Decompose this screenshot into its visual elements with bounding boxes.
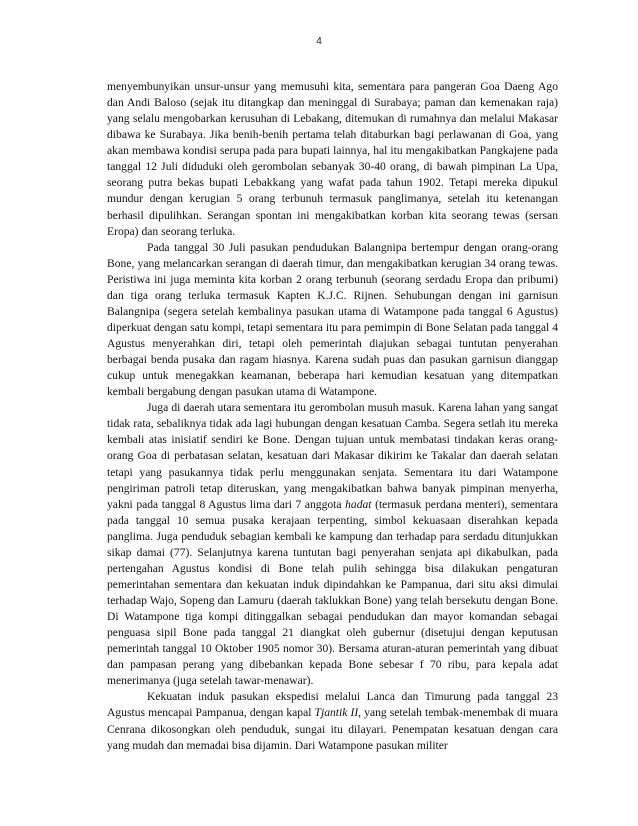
page-number: 4 <box>316 36 322 47</box>
paragraph-2-text: Pada tanggal 30 Juli pasukan pendudukan Balangnipa bertempur dengan orang-orang Bone, yang melancarkan serangan di daerah timur, dan mengakibatkan kerugian 34 orang tewas. Peristiwa ini juga meminta kita korban 2 orang terbunuh (seorang serdadu Eropa dan pribumi) dan tiga orang terluka termasuk Kapten K.J.C. Rijnen. Sehubungan dengan ini garnisun Balangnipa (segera setelah kembalinya pasukan utama di Watampone pada tanggal 6 Agustus) diperkuat dengan satu kompi, tetapi sementara itu para pemimpin di Bone Selatan pada tanggal 4 Agustus menyerahkan diri, tetapi oleh pemerintah diajukan sebagai tuntutan penyerahan berbagai benda pusaka dan ragam hiasnya. Karena sudah puas dan pasukan garnisun dianggap cukup untuk menegakkan keamanan, beberapa hari kemudian kesatuan yang ditempatkan kembali bergabung dengan pasukan utama di Watampone. <box>107 240 558 399</box>
paragraph-3-text-a: Juga di daerah utara sementara itu gerombolan musuh masuk. Karena lahan yang sangat tidak rata, sebaliknya tidak ada lagi hubungan dengan kesatuan Camba. Segera setlah itu mereka kembali atas inisiatif sendiri ke Bone. Dengan tujuan untuk membatasi tindakan keras orang-orang Goa di perbatasan selatan, kesatuan dari Makasar dikirim ke Takalar dan daerah selatan tetapi yang pasukannya tidak perlu menggunakan senjata. Sementara itu dari Watampone pengiriman patroli tetap diteruskan, yang mengakibatkan bahwa banyak pimpinan menyerha, yakni pada tanggal 8 Agustus lima dari 7 anggota <box>107 401 558 511</box>
paragraph-4 <box>107 689 558 753</box>
paragraph-4-text-b: yang setelah tembak-menembak di muara Cenrana dikosongkan oleh penduduk, sungai itu dilayari. Penempatan kesatuan dengan cara yang mudah dan memadai bisa dijamin. Dari Watampone pasukan militer <box>107 706 558 752</box>
paragraph-3-italic-term: hadat <box>345 497 372 511</box>
paragraph-3 <box>107 400 558 689</box>
paragraph-1-text: menyembunyikan unsur-unsur yang memusuhi kita, sementara para pangeran Goa Daeng Ago dan Andi Baloso (sejak itu ditangkap dan meninggal di Surabaya; paman dan kemenakan raja) yang selalu mengobarkan kerusuhan di Lebakang, ditemukan di rumahnya dan melalui Makasar dibawa ke Surabaya. Jika benih-benih pertama telah ditaburkan bagi perlawanan di Goa, yang akan membawa kondisi serupa pada para bupati lainnya, hal itu mengakibatkan Pangkajene pada tanggal 12 Juli diduduki oleh gerombolan sebanyak 30-40 orang, di bawah pimpinan La Upa, seorang putra bekas bupati Lebakkang yang wafat pada tahun 1902. Tetapi mereka dipukul mundur dengan kerugian 5 orang terbunuh termasuk panglimanya, setelah itu ketenangan berhasil dipulihkan. Serangan spontan ini mengakibatkan korban kita seorang tewas (sersan Eropa) dan seorang terluka. <box>107 80 558 238</box>
paragraph-1 <box>107 79 558 240</box>
paragraph-3-text-b: (termasuk perdana menteri), sementara pada tanggal 10 semua pusaka kerajaan terpenting, simbol kekuasaan diserahkan kepada panglima. Juga penduduk sebagian kembali ke kampung dan terhadap para serdadu ditunjukkan sikap damai (77). Selanjutnya karena tuntutan bagi penyerahan senjata api dikabulkan, pada pertengahan Agustus kondisi di Bone telah pulih sehingga bisa dilakukan pengaturan pemerintahan sementara dan kekuatan induk dipindahkan ke Pampanua, dari situ aksi dimulai terhadap Wajo, Sopeng dan Lamuru (daerah taklukkan Bone) yang telah bersekutu dengan Bone. Di Watampone tiga kompi ditinggalkan sebagai pendudukan dan mayor komandan sebagai penguasa sipil Bone pada tanggal 21 diangkat oleh gubernur (disetujui dengan keputusan pemerintah tanggal 10 Oktober 1905 nomor 30). Bersama aturan-aturan pemerintah yang dibuat dan pampasan perang yang dibebankan kepada Bone sebesar f 70 ribu, para kepala adat menerimanya (juga setelah tawar-menawar). <box>107 497 558 688</box>
paragraph-4-ship-name: Tjantik II, <box>314 706 362 720</box>
paragraph-2 <box>107 240 558 401</box>
document-body <box>107 79 558 754</box>
paragraph-4-text-a: Kekuatan induk pasukan ekspedisi melalui Lanca dan Timurung pada tanggal 23 Agustus mencapai Pampanua, dengan kapal <box>107 690 558 720</box>
